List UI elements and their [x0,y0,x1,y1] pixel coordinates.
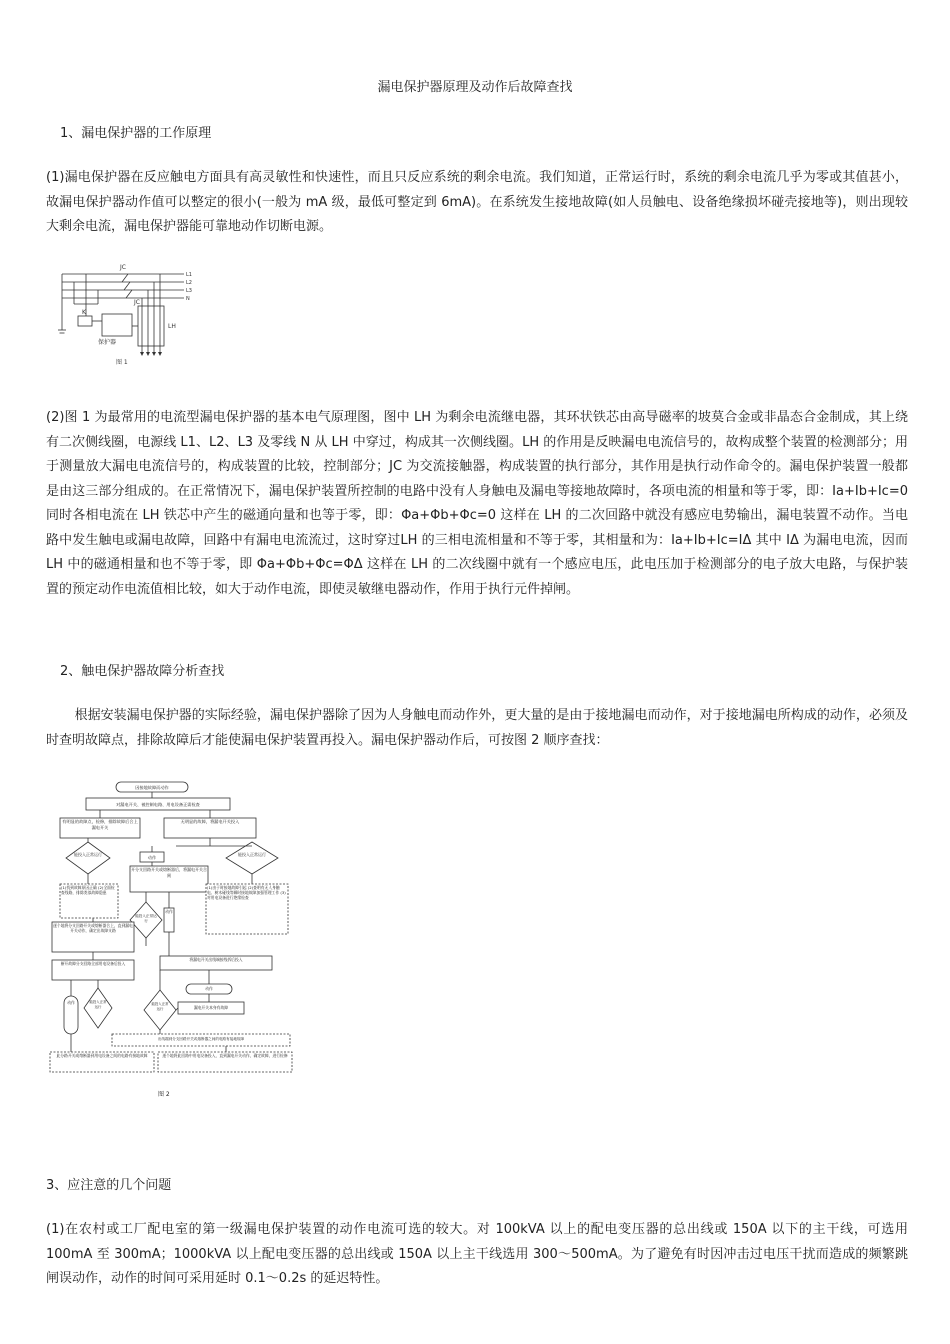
flow-result-3: (1)由于时接地故障引起 (2)查明有无人身触电、树木碰线等瞬时接地故障加强管理工作 (3)对用电设备进行绝缘检查 [207,885,286,900]
flow-decision-4: 能投入正常运行 [135,914,157,923]
line-l2-label: L2 [186,280,192,286]
flow-decision-2: 动作 [147,855,157,860]
section-3-heading: 3、应注意的几个问题 [46,1178,172,1193]
flow-start-node: 因接地故障而动作 [135,785,169,790]
circuit-diagram-svg [56,260,196,370]
flow-decision-1: 能投入正常运行 [74,852,102,857]
flow-not-obvious-node: 无明显的故障，将漏电开关投入 [180,819,240,824]
flow-decision-6: 能投入正常运行 [89,1000,107,1009]
flow-decision-8: 能投入正常运行 [151,1002,169,1011]
flowchart-svg [46,780,296,1100]
k-label: K [82,309,86,316]
flow-left-2: 逐个地将分支回路开关或熔断器合上，直到漏电开关动作，确定出故障支路 [53,923,133,933]
section-2-heading: 2、触电保护器故障分析查找 [60,664,225,679]
jc-top-label: JC [120,264,126,271]
flow-middle-3: 漏电开关本身有故障 [193,1005,229,1010]
flow-left-3: 断开故障分支回路全部用电设备后投入 [60,961,126,966]
figure-1-caption: 图 1 [116,359,128,366]
section-1-paragraph-1: (1)漏电保护器在反应触电方面具有高灵敏性和快速性，而且只反应系统的剩余电流。我们知道，正常运行时，系统的剩余电流几乎为零或其值甚小，故漏电保护器动作值可以整定的很小(一般为 mA 级，最低可整定到 6mA)。在系统发生接地故障(如人员触电、设备绝缘损坏碰壳接地等)，则出现较大剩余电流，漏电保护器能可靠地动作切断电源。 [46,170,908,234]
lh-label: LH [168,323,176,330]
flow-bottom-1: 此分路开关或熔断器到用电设备之间的电路有接地故障 [56,1053,148,1058]
flow-decision-7: 动作 [205,986,213,991]
line-l3-label: L3 [186,288,192,294]
flow-middle-4: 出线端到分支回路开关或熔断器之间的电路有接地故障 [157,1037,245,1041]
flow-decision-4b: 动作 [165,909,173,914]
page-title: 漏电保护器原理及动作后故障查找 [377,80,573,95]
jc-mid-label: JC [134,299,140,306]
flow-check-node: 对漏电开关、被控制电路、用电设备正需检查 [116,802,200,807]
line-l1-label: L1 [186,272,192,278]
section-3-paragraph-1: (1)在农村或工厂配电室的第一级漏电保护装置的动作电流可选的较大。对 100kVA 以上的配电变压器的总出线或 150A 以下的主干线，可选用 100mA 至 300mA；1000kVA 以上配电变压器的总出线或 150A 以上主干线选用 300～500mA。为了避免有时因冲击过电压干扰而造成的频繁跳闸误动作，动作的时间可采用延时 0.1～0.2s 的延迟特性。 [46,1222,908,1286]
figure-2-flowchart [46,780,296,1100]
figure-2-caption: 图 2 [158,1091,170,1098]
flow-result-1: (1)找到故障原因正确 (2)全面检查线路，排除类似故障隐患 [61,885,115,895]
section-2-paragraph-1: 根据安装漏电保护器的实际经验，漏电保护器除了因为人身触电而动作外，更大量的是由于接地漏电而动作，对于接地漏电所构成的动作，必须及时查明故障点，排除故障后才能使漏电保护装置再投入。漏电保护器动作后，可按图 2 顺序查找： [46,708,908,748]
flow-decision-3: 能投入正常运行 [238,852,266,857]
flow-middle-2: 将漏电开关出线端接线拆后投入 [189,957,243,962]
section-1-paragraph-2: (2)图 1 为最常用的电流型漏电保护器的基本电气原理图，图中 LH 为剩余电流继电器，其环状铁芯由高导磁率的坡莫合金或非晶态合金制成，其上绕有二次侧线圈，电源线 L1、L2、L3 及零线 N 从 LH 中穿过，构成其一次侧线圈。LH 的作用是反映漏电电流信号的，故构成整个装置的检测部分；用于测量放大漏电电流信号的，构成装置的比较，控制部分；JC 为交流接触器，构成装置的执行部分，其作用是执行动作命令的。漏电保护装置一般都是由这三部分组成的。在正常情况下，漏电保护装置所控制的电路中没有人身触电及漏电等接地故障时，各项电流的相量和等于零，即：Ia+Ib+Ic=0 同时各相电流在 LH 铁芯中产生的磁通向量和也等于零，即：Φa+Φb+Φc=0 这样在 LH 的二次回路中就没有感应电势输出，漏电装置不动作。当电路中发生触电或漏电故障，回路中有漏电电流流过，这时穿过LH 的三相电流相量和不等于零，其相量和为：Ia+Ib+Ic=IΔ 其中 IΔ 为漏电电流，因而 LH 中的磁通相量和也不等于零，即 Φa+Φb+Φc=ΦΔ 这样在 LH 的二次线圈中就有一个感应电压，此电压加于检测部分的电子放大电路，与保护装置的预定动作电流值相比较，如大于动作电流，即使灵敏继电器动作，作用于执行元件掉闸。 [46,410,908,597]
section-1-heading: 1、漏电保护器的工作原理 [60,126,212,141]
flow-bottom-2: 逐个地将此回路中用电设备投入，直到漏电开关动作，确定故障，进行检修 [162,1053,288,1058]
protector-label: 保护器 [98,339,117,346]
figure-1-circuit-diagram [56,260,196,370]
flow-middle-1: 开分支回路开关或熔断器后，将漏电开关合闸 [131,867,207,878]
line-n-label: N [186,296,190,302]
flow-decision-5: 动作 [67,1000,75,1005]
flow-obvious-node: 有明显的故障点，检修，排除故障后合上漏电开关 [62,819,138,830]
